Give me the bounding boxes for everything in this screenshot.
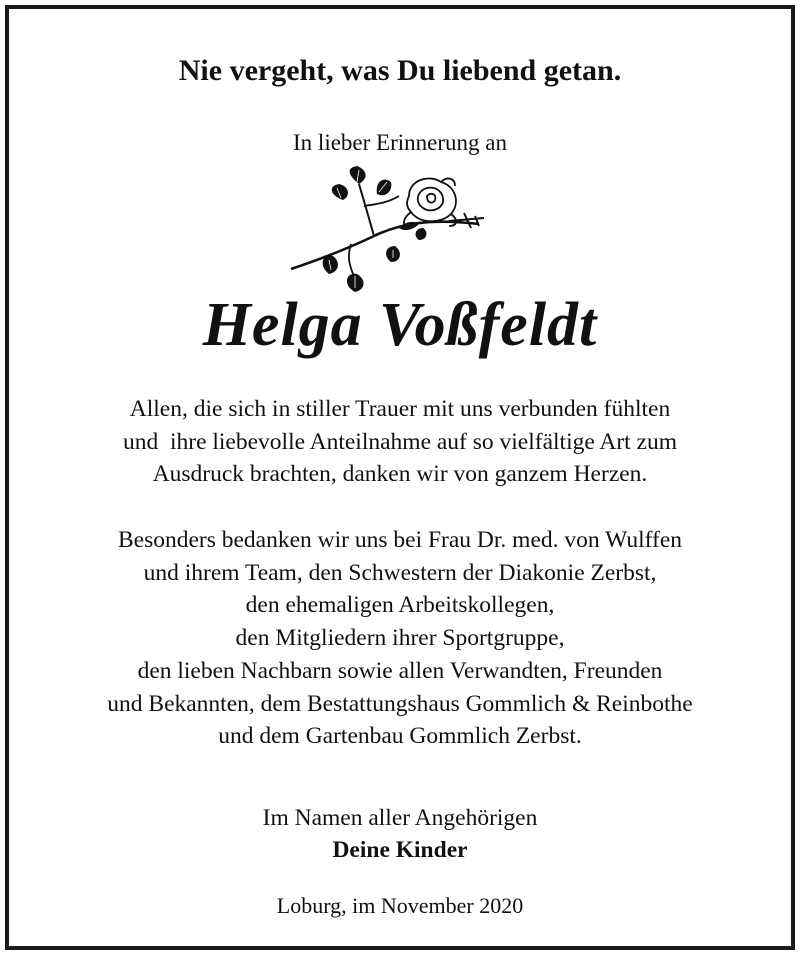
motto-heading: Nie vergeht, was Du liebend getan. [178,54,622,87]
thanks-paragraph [9,393,791,491]
special-thanks-line: den lieben Nachbarn sowie allen Verwandten, Freunden [137,657,663,684]
special-thanks-line: und dem Gartenbau Gommlich Zerbst. [218,723,582,750]
thanks-line: Ausdruck brachten, danken wir von ganzem Herzen. [152,461,648,488]
signature-line: Im Namen aller Angehörigen [262,805,538,831]
special-thanks-line: Besonders bedanken wir uns bei Frau Dr. med. von Wulffen [117,527,683,553]
place-date: Loburg, im November 2020 [276,893,524,918]
thanks-line: und ihre liebevolle Anteilnahme auf so vielfältige Art zum [122,428,678,455]
special-thanks-line: und Bekannten, dem Bestattungshaus Gommlich & Reinbothe [107,690,693,717]
special-thanks-line: den ehemaligen Arbeitskollegen, [245,592,555,619]
rose-icon [279,166,489,296]
obituary-notice [5,5,795,950]
signature-block [9,802,791,866]
thanks-line: Allen, die sich in stiller Trauer mit uns verbunden fühlten [129,396,671,422]
special-thanks-line: den Mitgliedern ihrer Sportgruppe, [235,625,565,652]
memorial-intro: In lieber Erinnerung an [293,130,507,155]
special-thanks-paragraph [9,524,791,753]
signers: Deine Kinder [332,837,468,863]
special-thanks-line: und ihrem Team, den Schwestern der Diakonie Zerbst, [143,559,657,586]
deceased-name: Helga Voßfeldt [202,291,598,359]
